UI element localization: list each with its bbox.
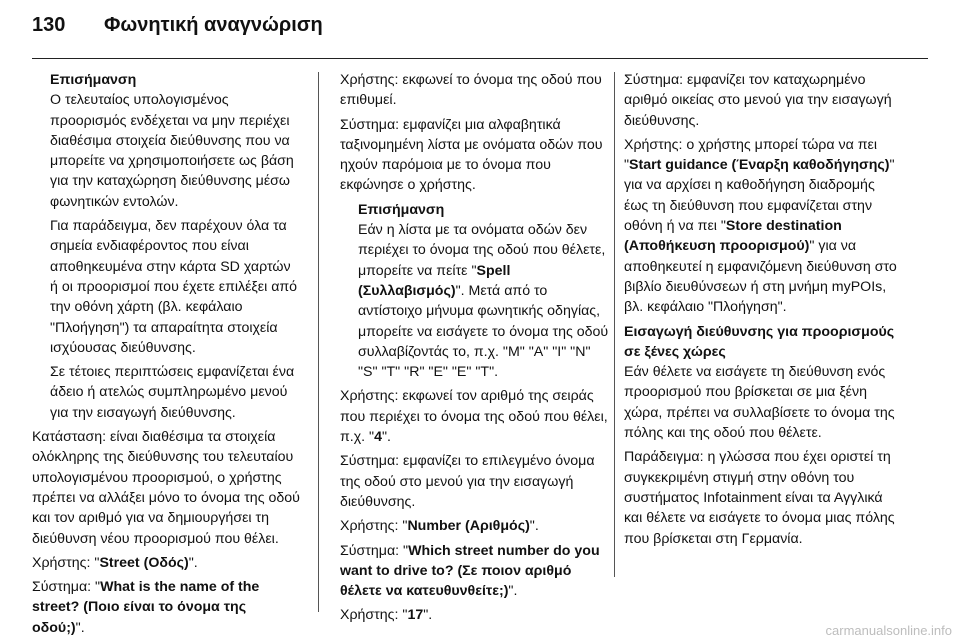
- system-prompt-line: Σύστημα: "Which street number do you want to drive to? (Σε ποιον αριθμό θέλετε να κατευθυνθείτε;)".: [340, 542, 600, 600]
- situation-paragraph: Κατάσταση: είναι διαθέσιμα τα στοιχεία ολόκληρης της διεύθυνσης του τελευταίου υπολογισμένου προορισμού, ο χρήστης πρέπει να αλλάξει μόνο το όνομα της οδού και τον αριθμό για να δημιουργήσει τη διεύθυνση νέου προορισμού που θέλει.: [32, 429, 300, 547]
- user-command-line: Χρήστης: "Number (Αριθμός)".: [340, 518, 539, 535]
- voice-command: Start guidance (Έναρξη καθοδήγησης): [629, 157, 890, 174]
- note-paragraph: Για παράδειγμα, δεν παρέχουν όλα τα σημεία ενδιαφέροντος που είναι αποθηκευμένα στην κάρτα SD χαρτών ή οι προορισμοί που έχετε επιλέξει από την οθόνη χάρτη (βλ. κεφάλαιο "Πλοήγηση") τα απαραίτητα στοιχεία ισχύουσας διεύθυνσης.: [50, 218, 298, 356]
- column-1: [32, 70, 302, 642]
- voice-command: 4: [374, 429, 382, 446]
- watermark: carmanualsonline.info: [825, 623, 952, 638]
- voice-command: Store destination (Αποθήκευση προορισμού): [624, 218, 842, 255]
- page-title: Φωνητική αναγνώριση: [104, 14, 323, 36]
- note-paragraph: Σε τέτοιες περιπτώσεις εμφανίζεται ένα άδειο ή ατελώς συμπληρωμένο μενού για την εισαγωγή διεύθυνσης.: [50, 364, 295, 421]
- system-prompt-line: Σύστημα: "What is the name of the street? (Ποιο είναι το όνομα της οδού;)".: [32, 579, 260, 636]
- note-title: Επισήμανση: [50, 72, 137, 88]
- voice-command: Spell (Συλλαβισμός): [358, 262, 511, 299]
- note-title: Επισήμανση: [358, 201, 445, 218]
- column-2: [340, 70, 612, 630]
- note-block: [340, 200, 612, 383]
- paragraph: Εάν θέλετε να εισάγετε τη διεύθυνση ενός προορισμού που βρίσκεται σε μια ξένη χώρα, πρέπει να συλλαβίσετε το όνομα της πόλης και της οδού που θέλετε.: [624, 364, 895, 442]
- paragraph: Σύστημα: εμφανίζει τον καταχωρημένο αριθμό οικείας στο μενού για την εισαγωγή διεύθυνσης.: [624, 72, 892, 129]
- column-divider-2: [614, 72, 615, 577]
- paragraph: Χρήστης: ο χρήστης μπορεί τώρα να πει "Start guidance (Έναρξη καθοδήγησης)" για να αρχίσει η καθοδήγηση διαδρομής έως τη διεύθυνση που εμφανίζεται στην οθόνη ή να πει "Store destination (Αποθήκευση προορισμού)" για να αποθηκευτεί η εμφανιζόμενη διεύθυνση στο βιβλίο διευθύνσεων ή στη μνήμη myPOIs, βλ. κεφάλαιο "Πλοήγηση".: [624, 136, 897, 316]
- paragraph: Παράδειγμα: η γλώσσα που έχει οριστεί τη συγκεκριμένη στιγμή στην οθόνη του συστήματος Infotainment είναι τα Αγγλικά και θέλετε να εισάγετε το όνομα μιας πόλης που βρίσκεται στη Γερμανία.: [624, 449, 895, 547]
- note-paragraph: Εάν η λίστα με τα ονόματα οδών δεν περιέχει το όνομα της οδού που θέλετε, μπορείτε να πείτε "Spell (Συλλαβισμός)". Μετά από το αντίστοιχο μήνυμα φωνητικής οδηγίας, μπορείτε να εισάγετε το όνομα της οδού συλλαβίζοντάς το, π.χ. "M" "A" "I" "N" "S" "T" "R" "E" "E" "T".: [358, 222, 609, 381]
- paragraph: Σύστημα: εμφανίζει το επιλεγμένο όνομα της οδού στο μενού για την εισαγωγή διεύθυνσης.: [340, 453, 595, 510]
- paragraph: Σύστημα: εμφανίζει μια αλφαβητικά ταξινομημένη λίστα με ονόματα οδών που ηχούν παρόμοια με το όνομα που εκφώνησε ο χρήστης.: [340, 116, 603, 194]
- column-3: [624, 70, 902, 553]
- voice-command: 17: [407, 607, 424, 624]
- header-rule: [32, 58, 928, 59]
- paragraph: Χρήστης: εκφωνεί το όνομα της οδού που επιθυμεί.: [340, 72, 602, 109]
- voice-prompt: What is the name of the street? (Ποιο είναι το όνομα της οδού;): [32, 579, 260, 636]
- user-command-line: Χρήστης: "17".: [340, 607, 433, 624]
- voice-command: Street (Οδός): [99, 554, 189, 571]
- voice-prompt: Which street number do you want to drive to? (Σε ποιον αριθμό θέλετε να κατευθυνθείτε;): [340, 542, 600, 600]
- note-block: [32, 70, 302, 423]
- user-command-line: Χρήστης: "Street (Οδός)".: [32, 554, 198, 571]
- voice-command: Number (Αριθμός): [407, 518, 530, 535]
- paragraph: Χρήστης: εκφωνεί τον αριθμό της σειράς που περιέχει το όνομα της οδού που θέλει, π.χ. "4".: [340, 388, 608, 446]
- page-header: [32, 14, 323, 50]
- column-divider-1: [318, 72, 319, 612]
- section-heading: Εισαγωγή διεύθυνσης για προορισμούς σε ξένες χώρες: [624, 323, 895, 360]
- page-number: 130: [32, 14, 66, 36]
- note-paragraph: Ο τελευταίος υπολογισμένος προορισμός ενδέχεται να μην περιέχει διαθέσιμα στοιχεία διεύθυνσης που να μπορείτε να χρησιμοποιήσετε ως βάση για την καταχώρηση διεύθυνσης μέσω φωνητικών εντολών.: [50, 92, 294, 210]
